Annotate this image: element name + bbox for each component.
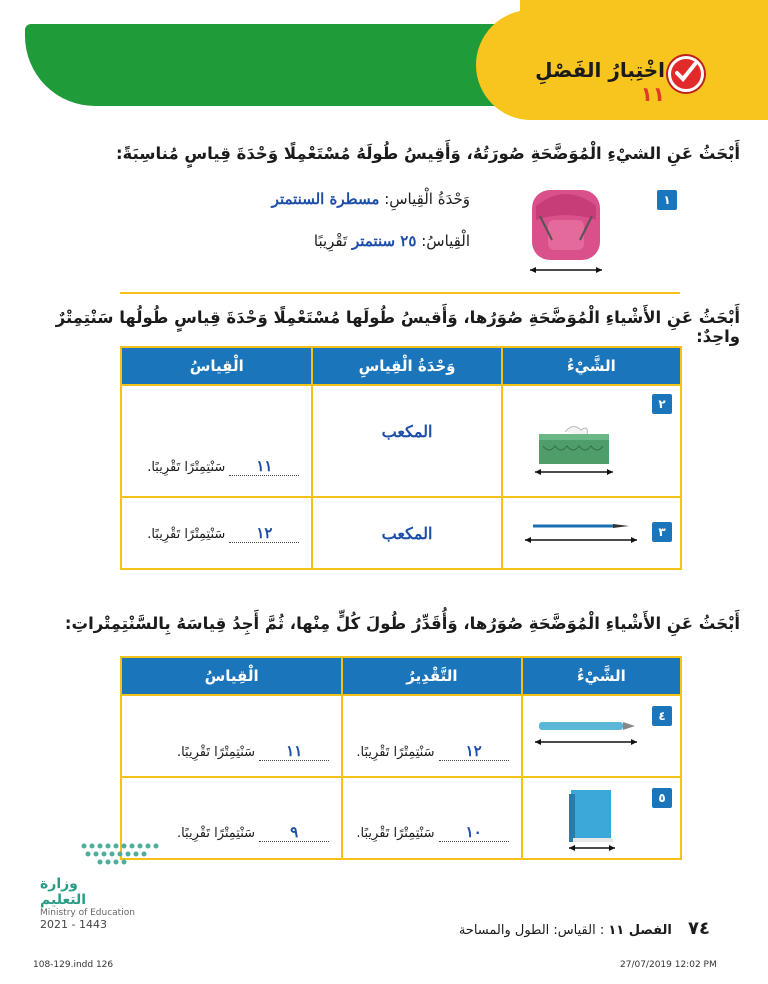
chapter-title-text: اخْتِبارُ الفَصْلِ bbox=[535, 58, 665, 82]
print-file-info: 108-129.indd 126 bbox=[33, 960, 114, 970]
measure-answer: ٢٥ سنتمتر bbox=[351, 232, 417, 250]
object-cell bbox=[502, 385, 681, 497]
footer-chapter-label: الفصل ١١ bbox=[608, 923, 672, 938]
ministry-logo bbox=[40, 838, 180, 931]
measure-cell bbox=[121, 695, 342, 777]
unit-label: وَحْدَةُ الْقِياسِ: bbox=[384, 190, 470, 208]
section1-heading: أَبْحَثُ عَنِ الشيْءِ الْمُوَضَّحَةِ صُورَتُهُ، وَأَقِيسُ طُولَهُ مُسْتَعْمِلًا وَحْدَةَ قِياسٍ مُناسِبَةً: bbox=[115, 144, 740, 163]
item-number-2: ٢ bbox=[652, 394, 672, 414]
object-cell bbox=[522, 777, 681, 859]
table-row bbox=[121, 695, 681, 777]
unit-answer: مسطرة السنتمتر bbox=[271, 190, 380, 208]
suffix-text: سَنْتِمِتْرًا تَقْرِيبًا. bbox=[356, 744, 435, 760]
measure-cell bbox=[121, 497, 312, 569]
object-cell bbox=[522, 695, 681, 777]
ministry-name-ar: وزارة التعليم bbox=[40, 876, 87, 908]
ministry-name-en: Ministry of Education bbox=[40, 908, 135, 918]
estimate-answer: ١٢ bbox=[465, 741, 482, 760]
suffix-text: سَنْتِمِتْرًا تَقْرِيبًا. bbox=[147, 526, 226, 542]
print-date-info: 27/07/2019 12:02 PM bbox=[620, 960, 717, 970]
ministry-year: 2021 - 1443 bbox=[40, 918, 107, 931]
estimate-cell bbox=[342, 695, 521, 777]
col-header-object: الشَّيْءُ bbox=[522, 657, 681, 695]
object-cell bbox=[502, 497, 681, 569]
tissue-box-image bbox=[529, 422, 619, 482]
col-header-unit: وَحْدَةُ الْقِياسِ bbox=[312, 347, 501, 385]
table-section3 bbox=[120, 656, 682, 860]
section2-heading: أَبْحَثُ عَنِ الأَشْياءِ الْمُوَضَّحَةِ صُوَرُها، وَأَقيسُ طُولَها مُسْتَعْمِلًا وَحْدَةَ قِياسٍ طُولُها سَنْتِمِتْرٌ واحِدٌ: bbox=[55, 308, 740, 346]
backpack-image bbox=[518, 176, 614, 276]
col-header-measure: الْقِياسُ bbox=[121, 657, 342, 695]
suffix-text: سَنْتِمِتْرًا تَقْرِيبًا. bbox=[176, 744, 256, 760]
estimate-cell bbox=[342, 777, 521, 859]
page-number: ٧٤ bbox=[688, 918, 710, 939]
separator-line bbox=[120, 292, 680, 294]
measure-answer: ١١ bbox=[256, 456, 273, 475]
unit-cell bbox=[312, 385, 501, 497]
section3-heading: أَبْحَثُ عَنِ الأَشْياءِ الْمُوَضَّحَةِ صُوَرُها، وَأُقَدِّرُ طُولَ كُلٍّ مِنْها، ثُمَّ أَجِدُ قِياسَهُ بِالسَّنْتِمِتْراتِ: bbox=[64, 614, 740, 633]
paintbrush-image bbox=[521, 518, 641, 552]
unit-answer: المكعب bbox=[381, 523, 433, 543]
suffix-text: سَنْتِمِتْرًا تَقْرِيبًا. bbox=[356, 825, 435, 841]
col-header-estimate: التَّقْدِيرُ bbox=[342, 657, 521, 695]
table-row bbox=[121, 777, 681, 859]
footer-chapter-subject: : القياس: الطول والمساحة bbox=[458, 923, 605, 938]
item-number-1: ١ bbox=[657, 190, 677, 210]
table-row bbox=[121, 497, 681, 569]
col-header-object: الشَّيْءُ bbox=[502, 347, 681, 385]
item-number-4: ٤ bbox=[652, 706, 672, 726]
estimate-answer: ١٠ bbox=[465, 822, 482, 841]
chapter-title bbox=[505, 58, 665, 106]
chapter-number: ١١ bbox=[640, 82, 665, 106]
col-header-measure: الْقِياسُ bbox=[121, 347, 312, 385]
approx-text: تَقْرِيبًا bbox=[313, 232, 348, 250]
pen-image bbox=[531, 718, 641, 762]
answer-blank bbox=[259, 823, 329, 842]
unit-line bbox=[230, 190, 470, 208]
unit-answer: المكعب bbox=[381, 422, 433, 441]
unit-cell bbox=[312, 497, 501, 569]
answer-blank bbox=[259, 742, 329, 761]
suffix-text: سَنْتِمِتْرًا تَقْرِيبًا. bbox=[176, 825, 256, 841]
suffix-text: سَنْتِمِتْرًا تَقْرِيبًا. bbox=[147, 459, 226, 475]
measure-answer: ١٢ bbox=[256, 523, 273, 542]
table-row bbox=[121, 385, 681, 497]
table-section2 bbox=[120, 346, 682, 570]
measure-line bbox=[230, 232, 470, 250]
measure-cell bbox=[121, 385, 312, 497]
answer-blank bbox=[439, 742, 509, 761]
answer-blank bbox=[229, 457, 299, 476]
checkmark-icon bbox=[668, 56, 704, 92]
ministry-dots-icon bbox=[40, 838, 170, 872]
answer-blank bbox=[229, 524, 299, 543]
page-footer bbox=[440, 918, 710, 939]
measure-answer: ٩ bbox=[290, 822, 299, 841]
item-number-5: ٥ bbox=[652, 788, 672, 808]
book-image bbox=[563, 784, 623, 860]
measure-label: الْقِياسُ: bbox=[421, 232, 470, 250]
answer-blank bbox=[439, 823, 509, 842]
item-number-3: ٣ bbox=[652, 522, 672, 542]
measure-answer: ١١ bbox=[286, 741, 303, 760]
